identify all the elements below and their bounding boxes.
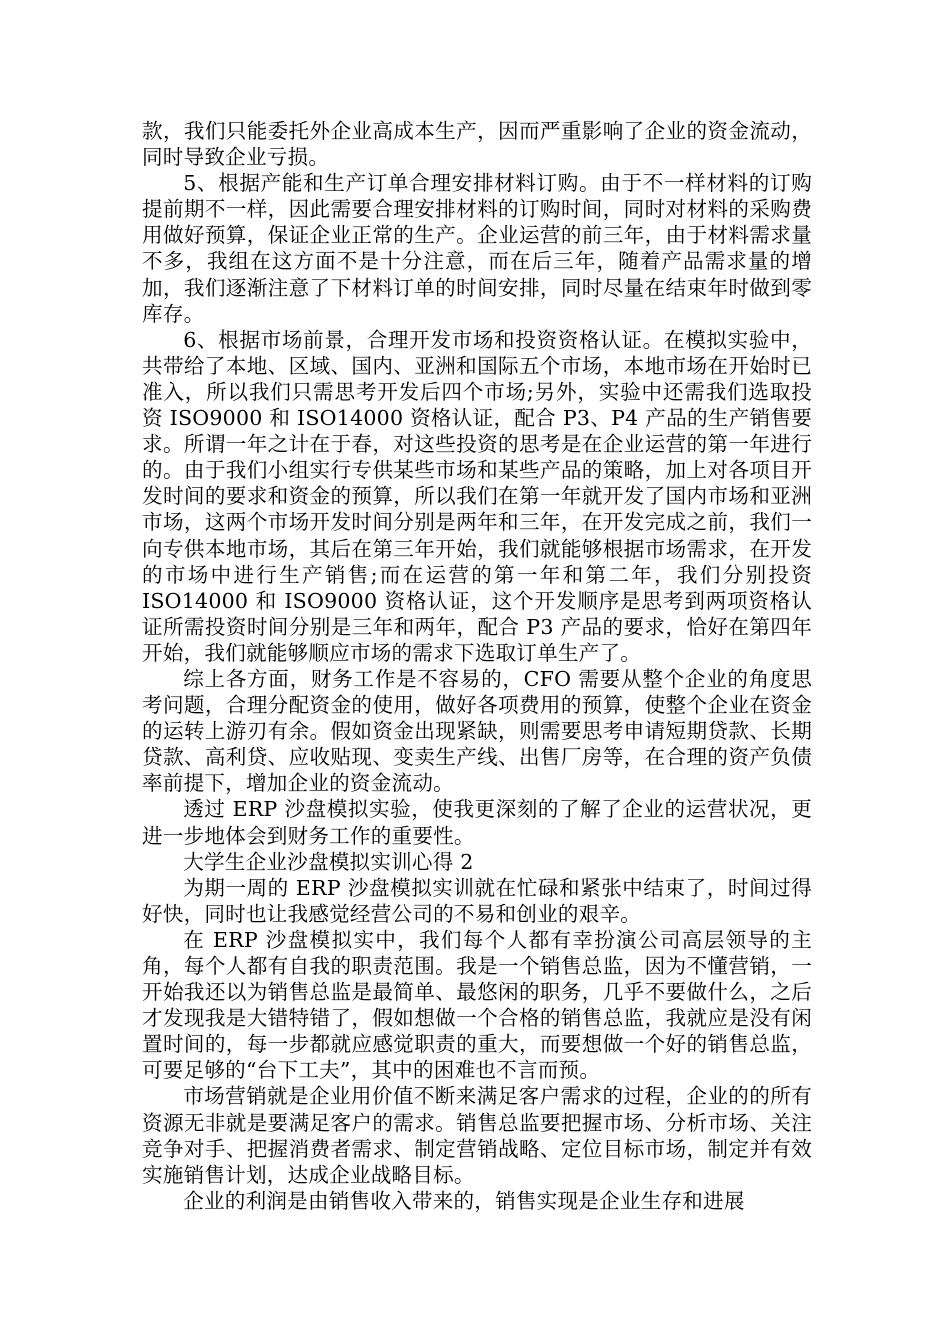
paragraph-intro: 为期一周的 ERP 沙盘模拟实训就在忙碌和紧张中结束了，时间过得好快，同时也让我感觉经营公司的不易和创业的艰辛。 — [142, 875, 812, 926]
paragraph-material-ordering: 5、根据产能和生产订单合理安排材料订购。由于不一样材料的订购提前期不一样，因此需要合理安排材料的订购时间，同时对材料的采购费用做好预算，保证企业正常的生产。企业运营的前三年，由于材料需求量不多，我组在这方面不是十分注意，而在后三年，随着产品需求量的增加，我们逐渐注意了下材料订单的时间安排，同时尽量在结束年时做到零库存。 — [142, 171, 812, 326]
paragraph-conclusion: 透过 ERP 沙盘模拟实验，使我更深刻的了解了企业的运营状况，更进一步地体会到财务工作的重要性。 — [142, 797, 812, 848]
section-heading: 大学生企业沙盘模拟实训心得 2 — [183, 849, 474, 874]
paragraph-sales-director: 在 ERP 沙盘模拟实中，我们每个人都有幸扮演公司高层领导的主角，每个人都有自我的职责范围。我是一个销售总监，因为不懂营销，一开始我还以为销售总监是最简单、最悠闲的职务，几乎不要做什么，之后才发现我是大错特错了，假如想做一个合格的销售总监，我就应是没有闲置时间的，每一步都就应感觉职责的重大，而要想做一个好的销售总监，可要足够的“台下工夫”，其中的困难也不言而预。 — [142, 927, 812, 1083]
document-page — [142, 118, 812, 1214]
paragraph-profit: 企业的利润是由销售收入带来的，销售实现是企业生存和进展 — [183, 1188, 745, 1213]
paragraph-marketing: 市场营销就是企业用价值不断来满足客户需求的过程，企业的的所有资源无非就是要满足客户的需求。销售总监要把握市场、分析市场、关注竞争对手、把握消费者需求、制定营销战略、定位目标市场，制定并有效实施销售计划，达成企业战略目标。 — [142, 1084, 812, 1187]
paragraph-continuation: 款，我们只能委托外企业高成本生产，因而严重影响了企业的资金流动，同时导致企业亏损。 — [142, 119, 812, 170]
paragraph-finance-summary: 综上各方面，财务工作是不容易的，CFO 需要从整个企业的角度思考问题，合理分配资金的使用，做好各项费用的预算，使整个企业在资金的运转上游刃有余。假如资金出现紧缺，则需要思考申请短期贷款、长期贷款、高利贷、应收贴现、变卖生产线、出售厂房等，在合理的资产负债率前提下，增加企业的资金流动。 — [142, 666, 812, 796]
paragraph-market-development: 6、根据市场前景，合理开发市场和投资资格认证。在模拟实验中，共带给了本地、区域、国内、亚洲和国际五个市场，本地市场在开始时已准入，所以我们只需思考开发后四个市场;另外，实验中还需我们选取投资 ISO9000 和 ISO14000 资格认证，配合 P3、P4 产品的生产销售要求。所谓一年之计在于春，对这些投资的思考是在企业运营的第一年进行的。由于我们小组实行专供某些市场和某些产品的策略，加上对各项目开发时间的要求和资金的预算，所以我们在第一年就开发了国内市场和亚洲市场，这两个市场开发时间分别是两年和三年，在开发完成之前，我们一向专供本地市场，其后在第三年开始，我们就能够根据市场需求，在开发的市场中进行生产销售;而在运营的第一年和第二年，我们分别投资 ISO14000 和 ISO9000 资格认证，这个开发顺序是思考到两项资格认证所需投资时间分别是三年和两年，配合 P3 产品的要求，恰好在第四年开始，我们就能够顺应市场的需求下选取订单生产了。 — [142, 327, 812, 665]
